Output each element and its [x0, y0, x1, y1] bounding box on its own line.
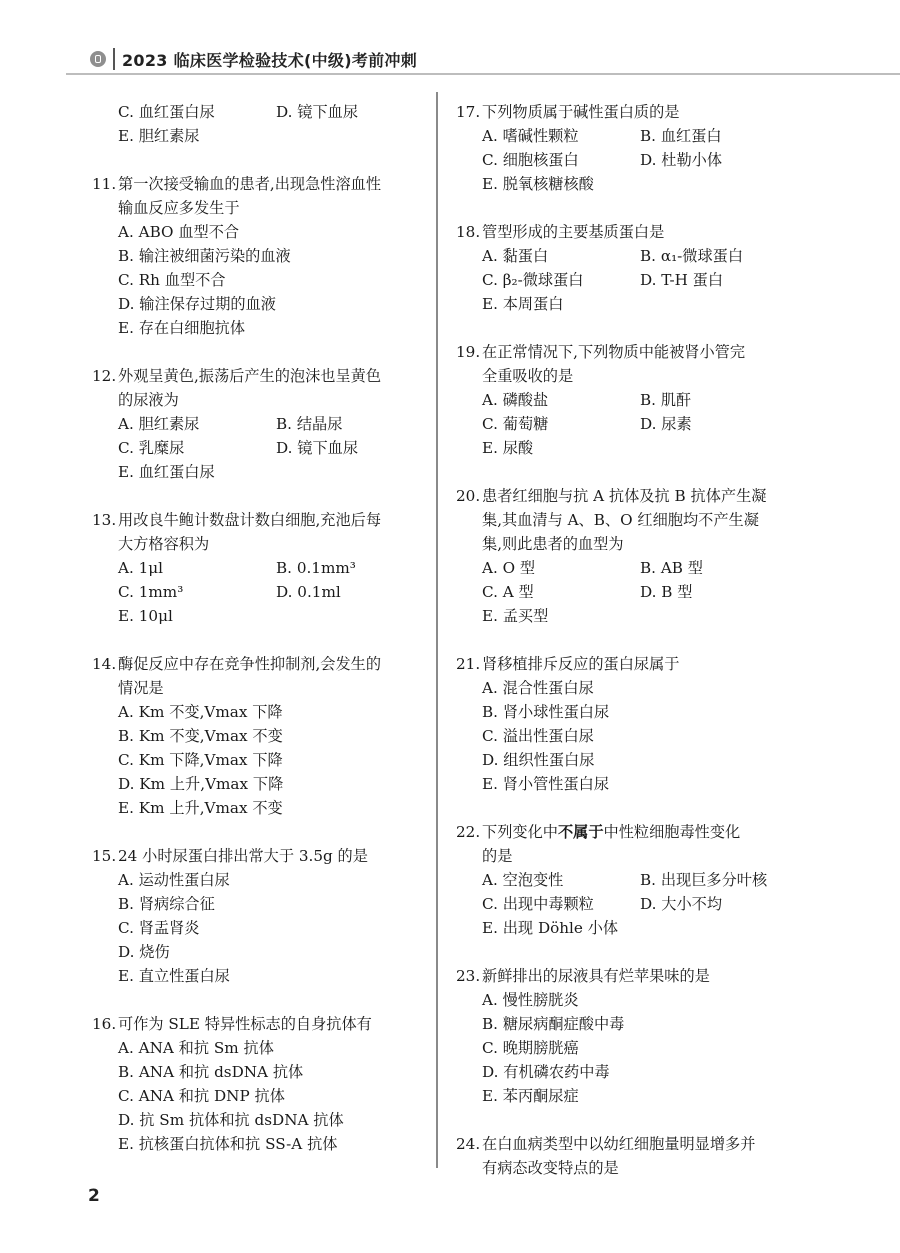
option-d: D. 烧伤 [118, 943, 170, 961]
question-stem-cont: 集,其血清与 A、B、O 红细胞均不产生凝 [482, 511, 759, 529]
option-a: A. 1μl [118, 559, 164, 577]
option-c: C. β₂-微球蛋白 [482, 271, 584, 289]
option-b: B. Km 不变,Vmax 不变 [118, 727, 283, 745]
question-stem-cont: 有病态改变特点的是 [482, 1159, 619, 1177]
option-b: B. 肾小球性蛋白尿 [482, 703, 610, 721]
option-d: D. B 型 [640, 583, 693, 601]
question-21 [456, 652, 806, 796]
question-22 [456, 820, 806, 940]
page-header [0, 0, 900, 74]
question-stem-cont: 输血反应多发生于 [118, 199, 240, 217]
option-a: A. Km 不变,Vmax 下降 [118, 703, 283, 721]
option-e: E. 肾小管性蛋白尿 [482, 775, 610, 793]
option-d: D. 组织性蛋白尿 [482, 751, 595, 769]
question-number: 21. [456, 655, 481, 673]
question-23 [456, 964, 806, 1108]
question-number: 22. [456, 823, 481, 841]
option-e: E. Km 上升,Vmax 不变 [118, 799, 283, 817]
option-a: A. ANA 和抗 Sm 抗体 [118, 1039, 274, 1057]
question-stem: 患者红细胞与抗 A 抗体及抗 B 抗体产生凝 [482, 487, 767, 505]
right-column [456, 100, 806, 1204]
question-stem: 在白血病类型中以幼红细胞量明显增多并 [482, 1135, 756, 1153]
option-c: C. A 型 [482, 583, 534, 601]
question-stem: 肾移植排斥反应的蛋白尿属于 [482, 655, 680, 673]
book-icon [90, 51, 106, 67]
option-e: E. 10μl [118, 607, 173, 625]
option-e: E. 直立性蛋白尿 [118, 967, 230, 985]
question-stem: 用改良牛鲍计数盘计数白细胞,充池后每 [118, 511, 382, 529]
option-d: D. Km 上升,Vmax 下降 [118, 775, 284, 793]
option-b: B. α₁-微球蛋白 [640, 247, 744, 265]
question-number: 20. [456, 487, 481, 505]
option-e: E. 本周蛋白 [482, 295, 564, 313]
question-stem-cont: 全重吸收的是 [482, 367, 574, 385]
option-b: B. 输注被细菌污染的血液 [118, 247, 291, 265]
option-c: C. 晚期膀胱癌 [482, 1039, 579, 1057]
question-stem: 第一次接受输血的患者,出现急性溶血性 [118, 175, 382, 193]
option-e: E. 苯丙酮尿症 [482, 1087, 579, 1105]
question-11 [92, 172, 430, 340]
question-number: 16. [92, 1015, 117, 1033]
question-number: 19. [456, 343, 481, 361]
option-b: B. 结晶尿 [276, 415, 343, 433]
question-12 [92, 364, 430, 484]
question-19 [456, 340, 806, 460]
question-24 [456, 1132, 806, 1180]
question-number: 23. [456, 967, 481, 985]
question-stem-cont: 集,则此患者的血型为 [482, 535, 624, 553]
option-a: A. O 型 [482, 559, 536, 577]
option-c: C. Rh 血型不合 [118, 271, 226, 289]
question-15 [92, 844, 430, 988]
question-number: 11. [92, 175, 117, 193]
option-c: C. 溢出性蛋白尿 [482, 727, 594, 745]
option-e: E. 孟买型 [482, 607, 549, 625]
running-title: 2023 临床医学检验技术(中级)考前冲刺 [122, 51, 418, 70]
option-d: D. 镜下血尿 [276, 439, 359, 457]
question-stem-cont: 情况是 [118, 679, 164, 697]
option-d: D. 0.1ml [276, 583, 341, 601]
question-number: 18. [456, 223, 481, 241]
option-b: B. 肾病综合征 [118, 895, 215, 913]
option-a: A. 黏蛋白 [482, 247, 549, 265]
option-c: C. 出现中毒颗粒 [482, 895, 594, 913]
question-stem: 新鲜排出的尿液具有烂苹果味的是 [482, 967, 710, 985]
option-a: A. 空泡变性 [482, 871, 564, 889]
option-e: E. 脱氧核糖核酸 [482, 175, 594, 193]
option-a: A. ABO 血型不合 [118, 223, 240, 241]
option-e: E. 尿酸 [482, 439, 534, 457]
question-14 [92, 652, 430, 820]
option-c: C. 乳糜尿 [118, 439, 185, 457]
option-a: A. 运动性蛋白尿 [118, 871, 230, 889]
question-number: 12. [92, 367, 117, 385]
option-b: B. AB 型 [640, 559, 703, 577]
option-b: B. 肌酐 [640, 391, 692, 409]
question-stem: 管型形成的主要基质蛋白是 [482, 223, 665, 241]
option-b: B. 糖尿病酮症酸中毒 [482, 1015, 625, 1033]
question-number: 13. [92, 511, 117, 529]
option-d: D. 抗 Sm 抗体和抗 dsDNA 抗体 [118, 1111, 344, 1129]
option-d: D. 杜勒小体 [640, 151, 723, 169]
option-e: E. 出现 Döhle 小体 [482, 919, 619, 937]
option-b: B. ANA 和抗 dsDNA 抗体 [118, 1063, 304, 1081]
option-d: D. 镜下血尿 [276, 103, 359, 121]
question-10-tail [92, 100, 430, 148]
option-d: D. 尿素 [640, 415, 692, 433]
question-stem-cont: 大方格容积为 [118, 535, 210, 553]
question-stem: 外观呈黄色,振荡后产生的泡沫也呈黄色 [118, 367, 382, 385]
header-rule [66, 73, 900, 75]
question-stem: 24 小时尿蛋白排出常大于 3.5g 的是 [118, 847, 368, 865]
option-d: D. 大小不均 [640, 895, 723, 913]
option-d: D. T-H 蛋白 [640, 271, 724, 289]
option-e: E. 血红蛋白尿 [118, 463, 215, 481]
question-stem: 酶促反应中存在竞争性抑制剂,会发生的 [118, 655, 382, 673]
question-16 [92, 1012, 430, 1156]
option-c: C. 葡萄糖 [482, 415, 549, 433]
option-a: A. 磷酸盐 [482, 391, 549, 409]
question-stem: 下列物质属于碱性蛋白质的是 [482, 103, 680, 121]
page-number: 2 [88, 1186, 100, 1206]
option-e: E. 胆红素尿 [118, 127, 200, 145]
option-c: C. 细胞核蛋白 [482, 151, 579, 169]
question-stem-post: 中性粒细胞毒性变化 [603, 823, 741, 841]
option-d: D. 有机磷农药中毒 [482, 1063, 610, 1081]
option-c: C. Km 下降,Vmax 下降 [118, 751, 283, 769]
question-13 [92, 508, 430, 628]
option-a: A. 嗜碱性颗粒 [482, 127, 579, 145]
question-18 [456, 220, 806, 316]
question-stem: 可作为 SLE 特异性标志的自身抗体有 [118, 1015, 372, 1033]
option-d: D. 输注保存过期的血液 [118, 295, 276, 313]
left-column [92, 100, 430, 1180]
question-stem: 在正常情况下,下列物质中能被肾小管完 [482, 343, 746, 361]
question-number: 17. [456, 103, 481, 121]
question-20 [456, 484, 806, 628]
option-e: E. 抗核蛋白抗体和抗 SS-A 抗体 [118, 1135, 338, 1153]
option-a: A. 胆红素尿 [118, 415, 200, 433]
question-number: 24. [456, 1135, 481, 1153]
question-stem-cont: 的是 [482, 847, 513, 865]
question-stem-cont: 的尿液为 [118, 391, 179, 409]
header-separator [113, 48, 115, 70]
question-number: 14. [92, 655, 117, 673]
option-e: E. 存在白细胞抗体 [118, 319, 246, 337]
question-number: 15. [92, 847, 117, 865]
option-c: C. 1mm³ [118, 583, 184, 601]
option-c: C. 血红蛋白尿 [118, 103, 215, 121]
option-a: A. 慢性膀胱炎 [482, 991, 579, 1009]
question-17 [456, 100, 806, 196]
question-stem-emphasis: 不属于 [557, 823, 604, 841]
option-c: C. ANA 和抗 DNP 抗体 [118, 1087, 285, 1105]
option-b: B. 0.1mm³ [276, 559, 356, 577]
option-c: C. 肾盂肾炎 [118, 919, 200, 937]
option-b: B. 出现巨多分叶核 [640, 871, 768, 889]
option-b: B. 血红蛋白 [640, 127, 722, 145]
question-stem-pre: 下列变化中 [482, 823, 558, 841]
option-a: A. 混合性蛋白尿 [482, 679, 594, 697]
column-divider [436, 92, 438, 1168]
